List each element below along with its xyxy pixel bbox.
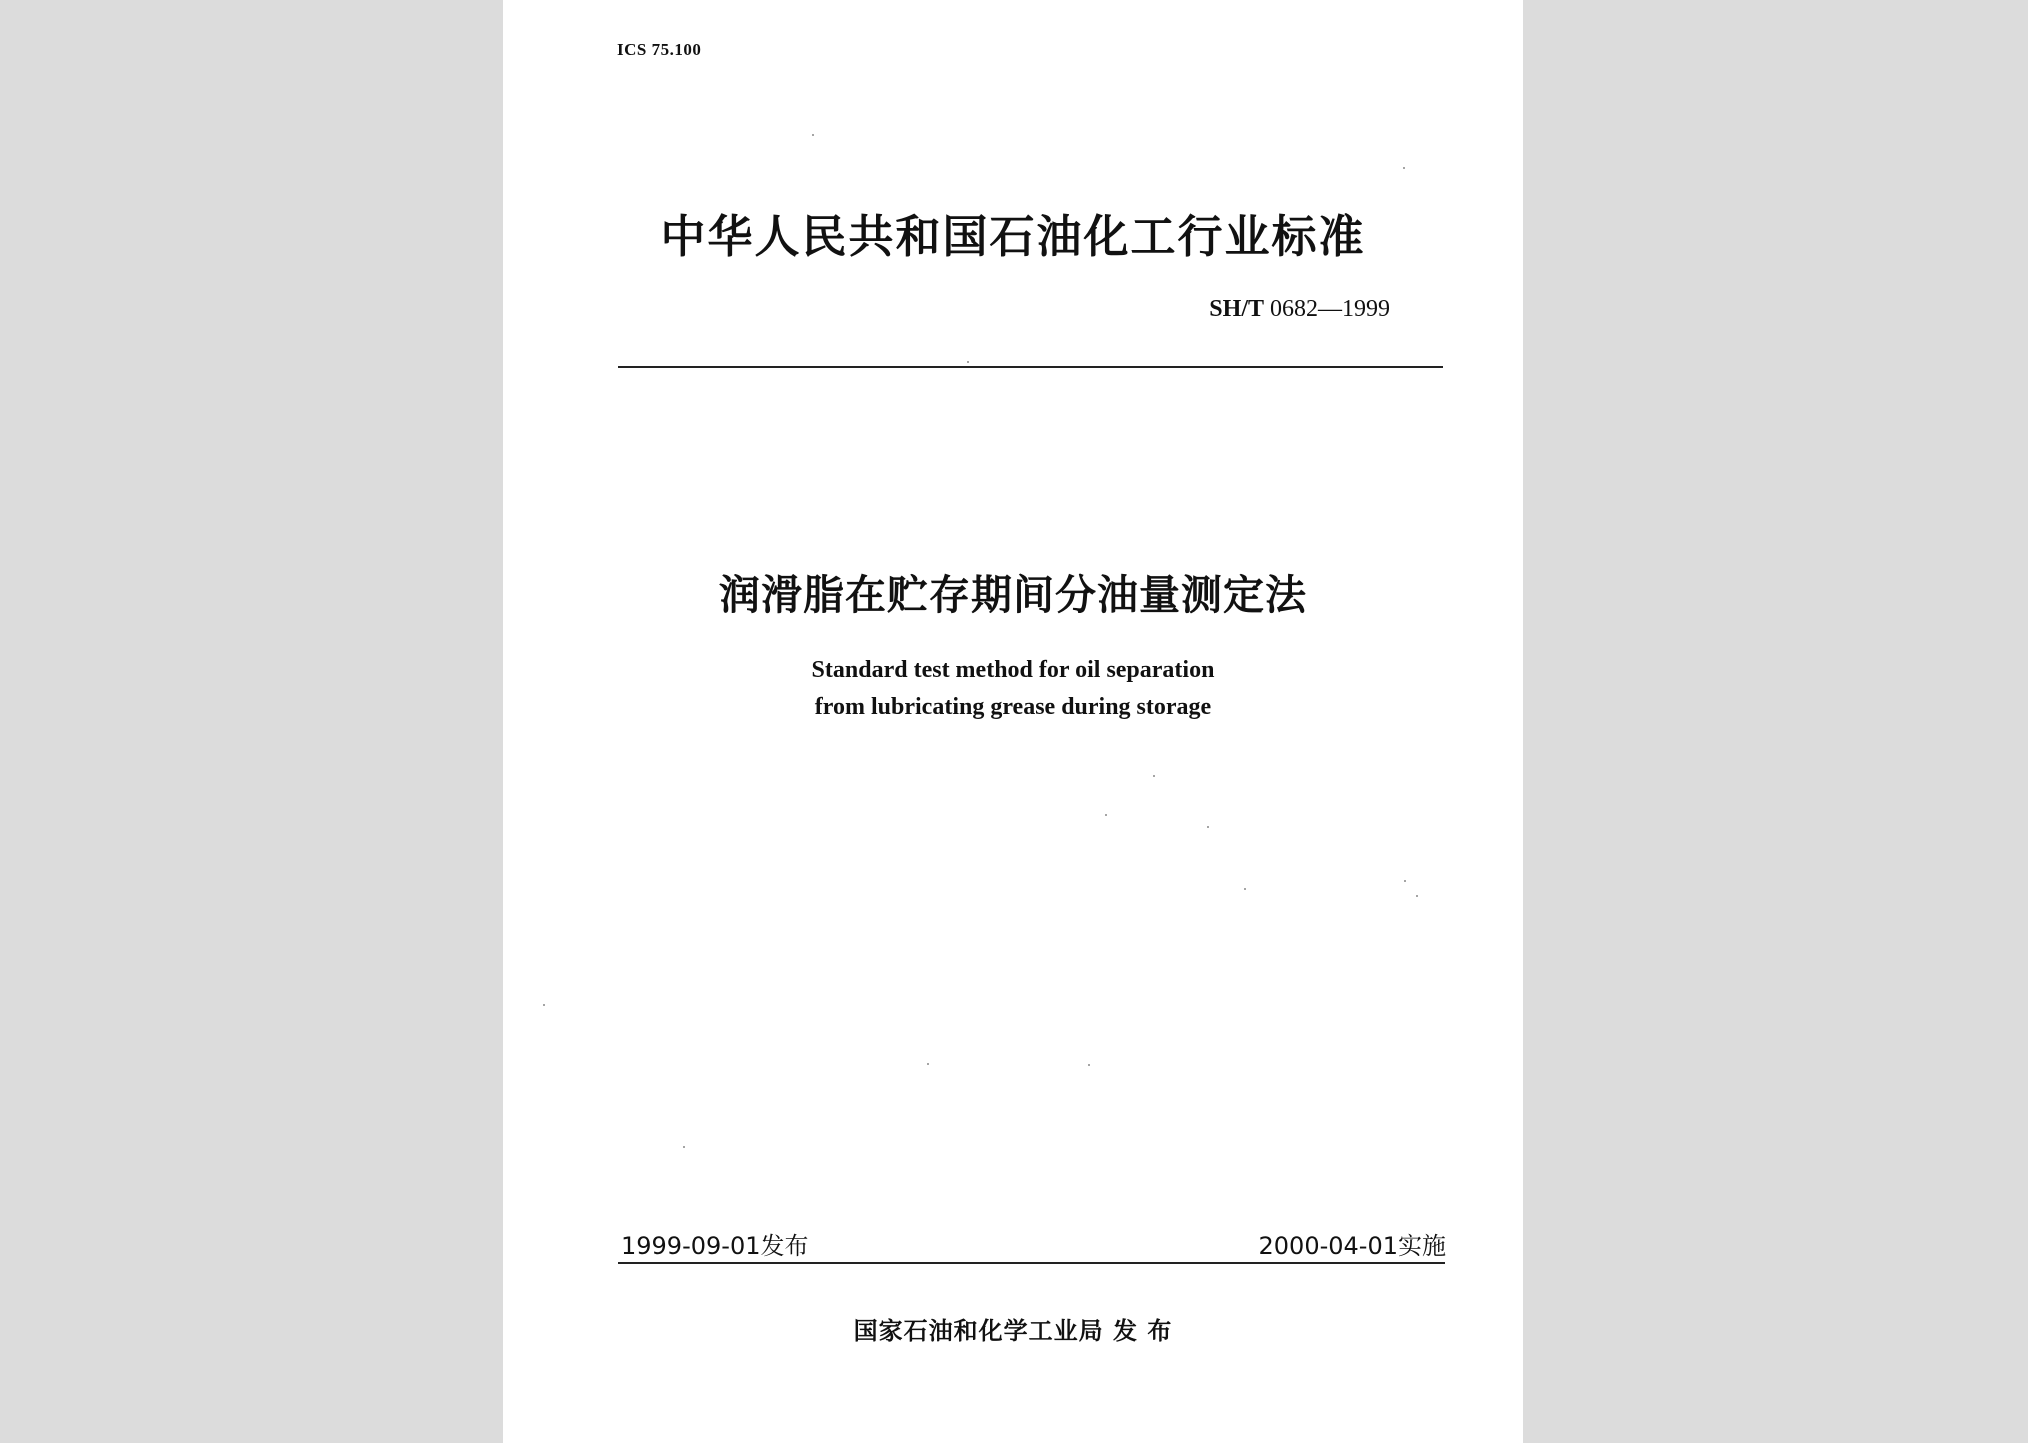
ics-code: ICS 75.100 [617, 40, 702, 59]
implement-date: 2000-04-01实施 [1258, 1232, 1446, 1260]
scan-speck [1404, 880, 1406, 882]
scan-speck [812, 134, 814, 136]
chinese-title: 润滑脂在贮存期间分油量测定法 [719, 571, 1307, 619]
scan-speck [1207, 826, 1209, 828]
document-page [503, 0, 1523, 1443]
standard-number [1209, 296, 1390, 323]
english-title-line-1: Standard test method for oil separation [811, 657, 1215, 683]
issue-date: 1999-09-01发布 [621, 1232, 809, 1260]
scan-speck [1403, 167, 1405, 169]
scan-speck [543, 1004, 545, 1006]
bottom-divider [618, 1262, 1445, 1264]
scan-speck [1244, 888, 1246, 890]
english-title-line-2: from lubricating grease during storage [814, 694, 1212, 720]
scan-speck [1088, 1064, 1090, 1066]
scan-speck [967, 361, 969, 363]
english-title [503, 652, 1523, 726]
scan-speck [1416, 895, 1418, 897]
scan-speck [1105, 814, 1107, 816]
publisher: 国家石油和化学工业局 发 布 [853, 1317, 1173, 1345]
standard-number-prefix: SH/T [1209, 296, 1264, 322]
scan-speck [927, 1063, 929, 1065]
scan-speck [683, 1146, 685, 1148]
standard-title: 中华人民共和国石油化工行业标准 [660, 210, 1366, 263]
top-divider [618, 366, 1443, 368]
standard-number-value: 0682—1999 [1270, 296, 1390, 322]
scan-speck [1153, 775, 1155, 777]
